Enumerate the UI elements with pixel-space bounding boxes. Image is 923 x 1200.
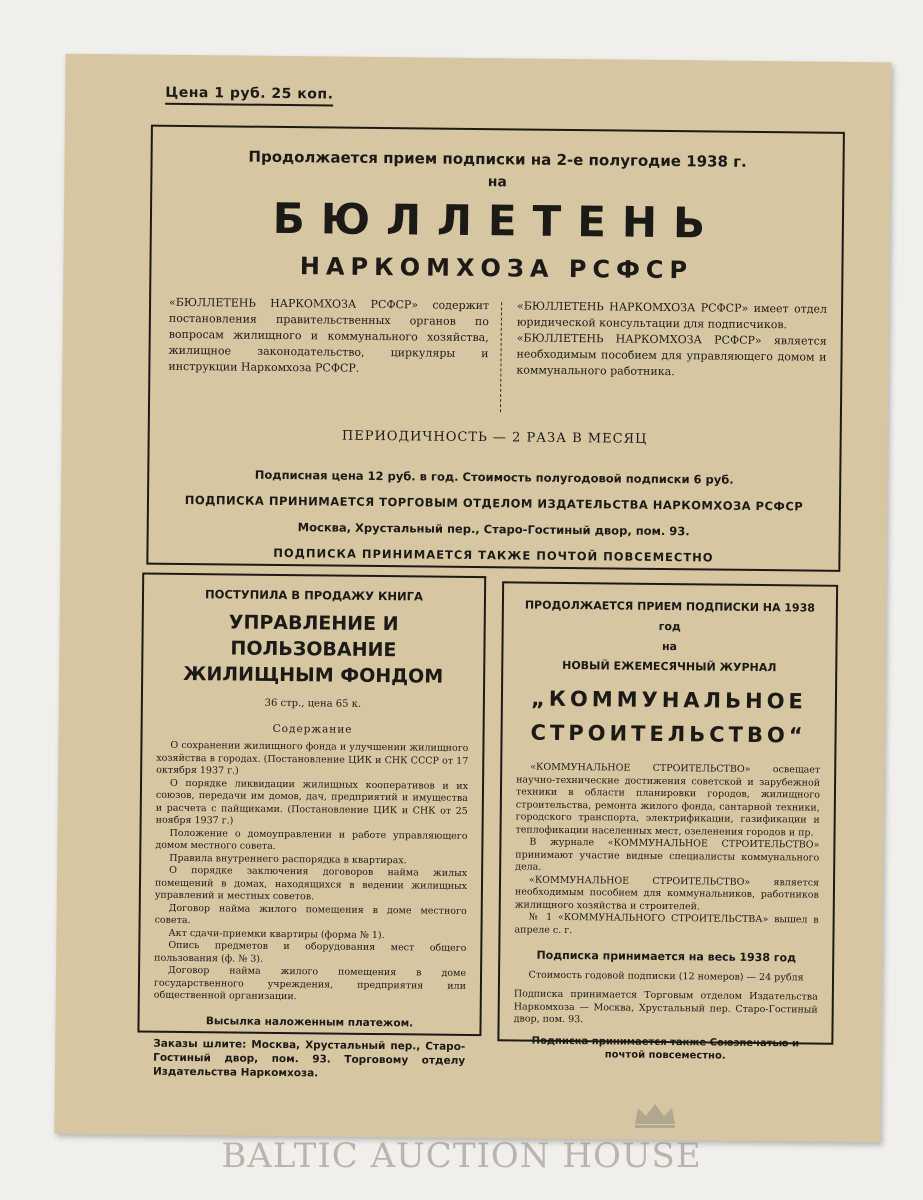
column-divider <box>500 302 503 412</box>
bulletin-title: БЮЛЛЕТЕНЬ <box>272 193 722 248</box>
book-header: ПОСТУПИЛА В ПРОДАЖУ КНИГА <box>205 587 423 604</box>
journal-title-1: „КОММУНАЛЬНОЕ <box>530 686 807 714</box>
list-item: «КОММУНАЛЬНОЕ СТРОИТЕЛЬСТВО» является необходимым пособием для коммунальников, работников жилищного хозяйства и строителей. <box>514 874 820 912</box>
book-contents-list <box>154 740 469 1006</box>
book-title-2: ЖИЛИЩНЫМ ФОНДОМ <box>183 662 444 688</box>
book-payment: Высылка наложенным платежом. <box>205 1014 414 1029</box>
list-item: Опись предметов и оборудования мест общего пользования (ф. № 3). <box>154 939 467 965</box>
price-label: Цена 1 руб. 25 коп. <box>165 85 333 107</box>
bulletin-right-text-1: «БЮЛЛЕТЕНЬ НАРКОМХОЗА РСФСР» имеет отдел юридической консультации для подписчиков. <box>516 299 828 332</box>
list-item: «КОММУНАЛЬНОЕ СТРОИТЕЛЬСТВО» освещает научно-технические достижения советской и зарубежной техники в области планировки городов, жилищного строительства, ремонта жилого фонда, сантарной техники, городского транспорта, электрификации, газификации и теплофикации населенных мест, озеленения городов и пр. <box>515 761 821 839</box>
bulletin-periodicity: ПЕРИОДИЧНОСТЬ — 2 РАЗА В МЕСЯЦ <box>341 428 648 447</box>
list-item: Договор найма жилого помещения в доме государственного учреждения, предприятия или общественной организации. <box>153 964 467 1003</box>
book-contents-label: Содержание <box>272 722 353 736</box>
book-ad <box>137 573 486 1079</box>
bulletin-subscription-line: Продолжается прием подписки на 2-е полугодие 1938 г. <box>248 147 747 171</box>
bulletin-ad <box>146 125 845 572</box>
journal-cost: Стоимость годовой подписки (12 номеров) — 24 рубля <box>528 969 804 984</box>
list-item: О сохранении жилищного фонда и улучшении жилищного хозяйства в городах. (Постановление ЦИК и СНК СССР от 17 октября 1937 г.) <box>156 739 469 777</box>
bulletin-address: Москва, Хрустальный пер., Старо-Гостиный двор, пом. 93. <box>297 520 690 539</box>
bulletin-right-text-2: «БЮЛЛЕТЕНЬ НАРКОМХОЗА РСФСР» является необходимым пособием для управляющего домом и коммунального работника. <box>516 331 827 379</box>
book-pages-price: 36 стр., цена 65 к. <box>264 697 362 710</box>
list-item: О порядке заключения договоров найма жилых помещений в домах, находящихся в ведении жилищных управлений и местных советов. <box>154 864 468 903</box>
bulletin-subtitle: НАРКОМХОЗА РСФСР <box>299 252 694 285</box>
list-item: В журнале «КОММУНАЛЬНОЕ СТРОИТЕЛЬСТВО» принимают участие видные специалисты коммунального дела. <box>515 836 820 873</box>
journal-ad <box>497 581 838 1062</box>
journal-header-2: на <box>661 639 678 654</box>
list-item: Правила внутреннего распорядка в квартирах. <box>169 852 407 866</box>
bulletin-right-text <box>516 298 827 381</box>
list-item: О порядке ликвидации жилищных кооперативов и их союзов, передачи им домов, дач, предприятий и имущества и расчета с пайщиками. (Постановление ЦИК и СНК от 25 ноября 1937 г.) <box>155 777 469 827</box>
auction-watermark: BALTIC AUCTION HOUSE <box>221 1136 702 1176</box>
bulletin-sub-dept: ПОДПИСКА ПРИНИМАЕТСЯ ТОРГОВЫМ ОТДЕЛОМ ИЗДАТЕЛЬСТВА НАРКОМХОЗА РСФСР <box>184 492 804 514</box>
journal-description <box>514 761 820 939</box>
journal-header-1: ПРОДОЛЖАЕТСЯ ПРИЕМ ПОДПИСКИ НА 1938 год <box>524 598 816 634</box>
bulletin-left-text: «БЮЛЛЕТЕНЬ НАРКОМХОЗА РСФСР» содержит постановления правительственных органов по вопросам жилищного и коммунального хозяйства, жилищное законодательство, циркуляры и инструкции Наркомхоза РСФСР. <box>168 295 490 375</box>
book-title-1: УПРАВЛЕНИЕ И ПОЛЬЗОВАНИЕ <box>228 611 399 662</box>
journal-also: Подписка принимается также Союзпечатью и почтой повсеместно. <box>531 1035 800 1062</box>
bulletin-post: ПОДПИСКА ПРИНИМАЕТСЯ ТАКЖЕ ПОЧТОЙ ПОВСЕМЕСТНО <box>273 545 714 565</box>
journal-header-3: НОВЫЙ ЕЖЕМЕСЯЧНЫЙ ЖУРНАЛ <box>562 658 777 675</box>
book-orders: Заказы шлите: Москва, Хрустальный пер., Старо-Гостиный двор, пом. 93. Торговому отделу Издательства Наркомхоза. <box>152 1037 466 1079</box>
journal-sub-year: Подписка принимается на весь 1938 год <box>536 948 797 965</box>
document-page <box>54 54 891 1143</box>
list-item: № 1 «КОММУНАЛЬНОГО СТРОИТЕЛЬСТВА» вышел в апреле с. г. <box>514 911 819 936</box>
crown-icon <box>630 1100 680 1130</box>
list-item: Акт сдачи-приемки квартиры (форма № 1). <box>168 927 385 941</box>
bulletin-sub-price: Подписная цена 12 руб. в год. Стоимость полугодовой подписки 6 руб. <box>254 467 734 487</box>
journal-title-2: СТРОИТЕЛЬСТВО“ <box>530 720 807 748</box>
list-item: Договор найма жилого помещения в доме местного совета. <box>154 902 467 927</box>
list-item: Положение о домоуправлении и работе управляющего домом местного совета. <box>155 827 468 852</box>
bulletin-preposition: на <box>487 174 508 191</box>
journal-sub-dept: Подписка принимается Торговым отделом Издательства Наркомхоза — Москва, Хрустальный пер. Старо-Гостиный двор, пом. 93. <box>513 988 818 1026</box>
